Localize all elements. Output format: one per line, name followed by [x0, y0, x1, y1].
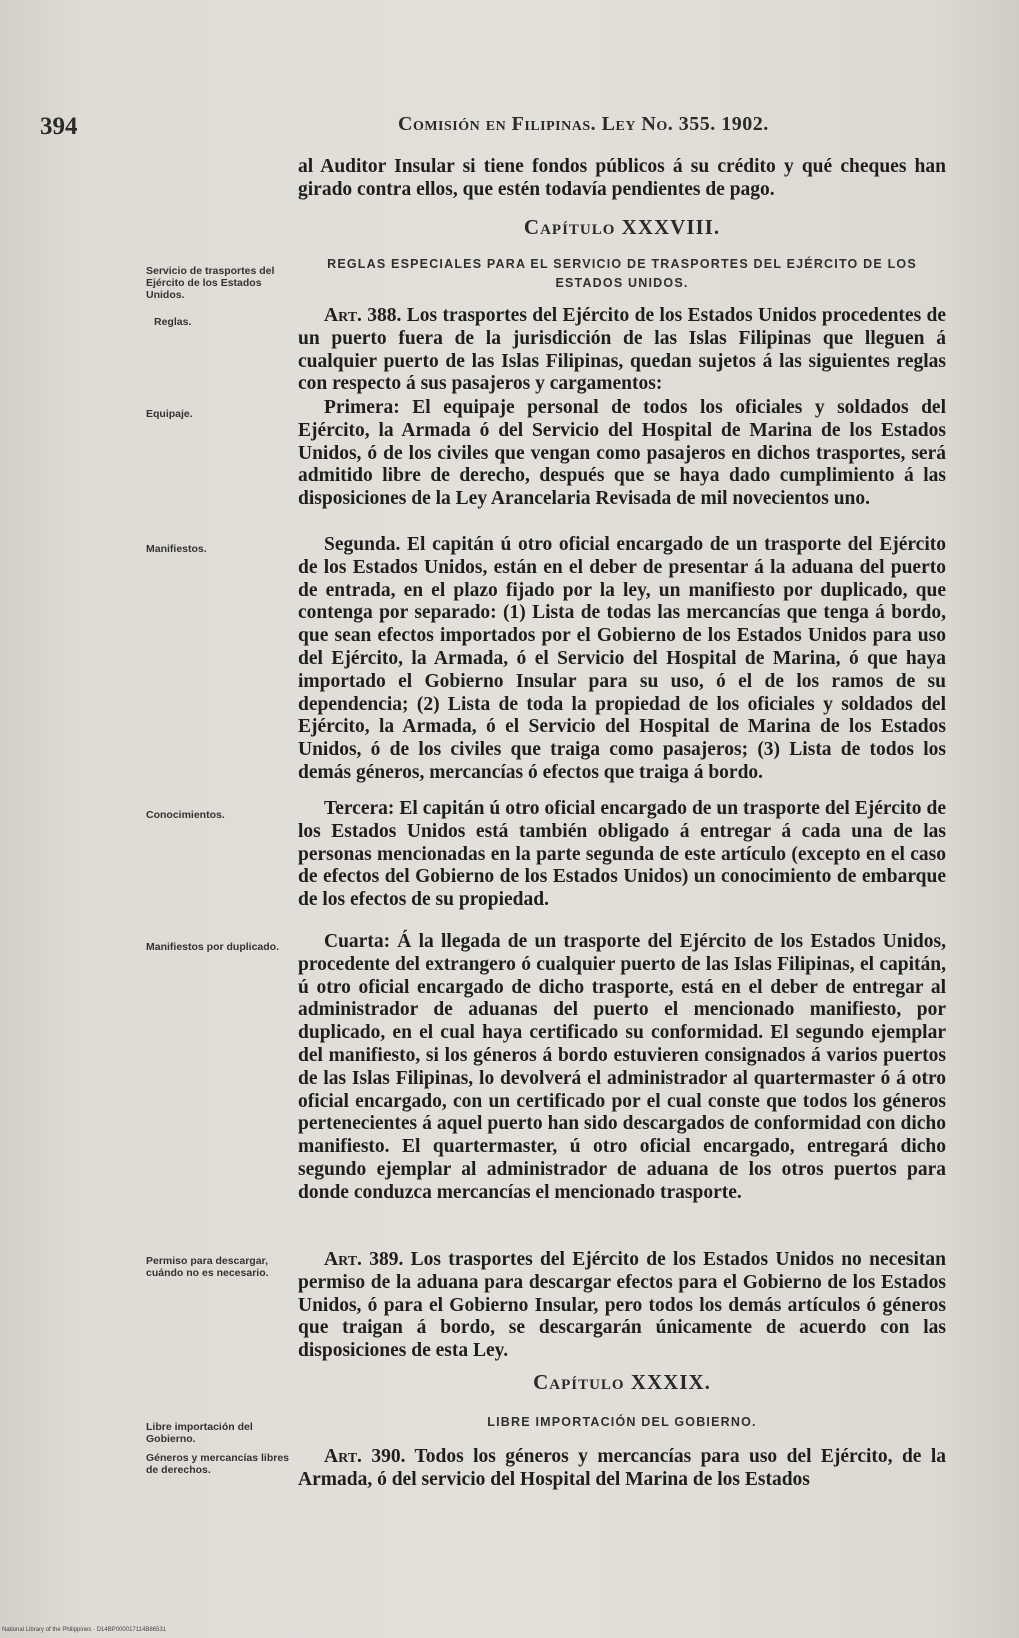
chapter-39-title [298, 1370, 946, 1395]
margin-note-conocimientos: Conocimientos. [146, 809, 225, 821]
article-388-label: Art. 388. [324, 305, 402, 326]
margin-note-permiso: Permiso para descargar, cuándo no es necesario. [146, 1255, 269, 1279]
article-388-text: Los trasportes del Ejército de los Estados Unidos procedentes de un puerto fuera de la jurisdicción de las Islas Filipinas que lleguen á cualquier puerto de las Islas Filipinas, quedan sujetos á las siguientes reglas con respecto á sus pasajeros y cargamentos: [298, 305, 947, 395]
article-390-label: Art. 390. [324, 1446, 406, 1467]
chapter-38-subtitle: REGLAS ESPECIALES PARA EL SERVICIO DE TRASPORTES DEL EJÉRCITO DE LOS ESTADOS UNIDOS. [327, 257, 917, 290]
article-390 [298, 1446, 946, 1492]
paragraph-primera: Primera: El equipaje personal de todos los oficiales y soldados del Ejército, la Armada ó del Servicio del Hospital de Marina de los Estados Unidos, ó de los civiles que vengan como pasajeros en dichos trasportes, será admitido libre de derecho, después que se haya dado cumplimiento á las disposiciones de la Ley Arancelaria Revisada de mil novecientos uno. [298, 397, 946, 510]
chapter-38-title-text: Capítulo XXXVIII. [523, 215, 721, 239]
running-head [398, 110, 858, 136]
margin-note-servicio: Servicio de trasportes del Ejército de los Estados Unidos. [146, 265, 275, 301]
margin-note-generos-libres: Géneros y mercancías libres de derechos. [146, 1452, 289, 1476]
chapter-38-title [298, 215, 946, 240]
margin-note-manifiestos: Manifiestos. [146, 543, 207, 555]
page-number: 394 [40, 113, 78, 140]
chapter-39-title-text: Capítulo XXXIX. [533, 1370, 711, 1394]
library-credit: National Library of the Philippines · D14BP000017114B86531 [2, 1627, 167, 1633]
paragraph-cuarta: Cuarta: Á la llegada de un trasporte del Ejército de los Estados Unidos, procedente del extrangero ó cualquier puerto de las Islas Filipinas, el capitán, ú otro oficial encargado de dicho trasporte, está en el deber de entregar al administrador de aduanas del puerto el mencionado manifiesto, por duplicado, en el cual haya certificado su conformidad. El segundo ejemplar del manifiesto, si los géneros á bordo estuvieren consignados á varios puertos de las Islas Filipinas, lo devolverá el administrador al quartermaster ó á otro oficial encargado, con un certificado por el cual conste que todos los géneros pertenecientes á aquel puerto han sido descargados de conformidad con dicho manifiesto. El quartermaster, ú otro oficial encargado, entregará dicho segundo ejemplar al administrador de aduana de los otros puertos para donde conduzca mercancías el mencionado trasporte. [298, 931, 946, 1203]
article-389 [298, 1249, 946, 1363]
chapter-39-subtitle: LIBRE IMPORTACIÓN DEL GOBIERNO. [487, 1415, 757, 1429]
paragraph-segunda: Segunda. El capitán ú otro oficial encargado de un trasporte del Ejército de los Estados Unidos, están en el deber de presentar á la aduana del puerto de entrada, en el plazo fijado por la ley, un manifiesto por duplicado, que contenga por separado: (1) Lista de todas las mercancías que tenga á bordo, que sean efectos importados por el Gobierno de los Estados Unidos para uso del Ejército, la Armada, ó el Servicio del Hospital de Marina, ó que haya importado el Gobierno Insular para su uso, ó el de los ramos de su dependencia; (2) Lista de toda la propiedad de los oficiales y soldados del Ejército, la Armada, ó el Servicio del Hospital de Marina de los Estados Unidos, ó de los civiles que traiga como pasajeros; (3) Lista de todos los demás géneros, mercancías ó efectos que traiga á bordo. [298, 534, 946, 783]
article-389-label: Art. 389. [324, 1249, 404, 1270]
running-title: Comisión en Filipinas. Ley No. 355. 1902. [398, 113, 769, 135]
article-389-text: Los trasportes del Ejército de los Estados Unidos no necesitan permiso de la aduana para descargar efectos para el Gobierno de los Estados Unidos, ó para el Gobierno Insular, pero todos los demás artículos ó géneros que traigan á bordo, se descargarán únicamente de acuerdo con las disposiciones de esta Ley. [298, 1249, 947, 1362]
continuation-paragraph: al Auditor Insular si tiene fondos públicos á su crédito y qué cheques han girado contra ellos, que estén todavía pendientes de pago. [298, 156, 946, 200]
article-388 [298, 305, 946, 396]
margin-note-equipaje: Equipaje. [146, 408, 193, 420]
article-390-text: Todos los géneros y mercancías para uso del Ejército, de la Armada, ó del servicio del Hospital del Marina de los Estados [298, 1446, 947, 1490]
margin-note-reglas: Reglas. [154, 316, 192, 328]
paragraph-tercera: Tercera: El capitán ú otro oficial encargado de un trasporte del Ejército de los Estados Unidos está también obligado á entregar á cada una de las personas mencionadas en la parte segunda de este artículo (excepto en el caso de efectos del Gobierno de los Estados Unidos) un conocimiento de embarque de los efectos de su propiedad. [298, 798, 946, 911]
margin-note-libre-importacion: Libre importación del Gobierno. [146, 1421, 253, 1445]
margin-note-manifiestos-duplicado: Manifiestos por duplicado. [146, 941, 280, 953]
